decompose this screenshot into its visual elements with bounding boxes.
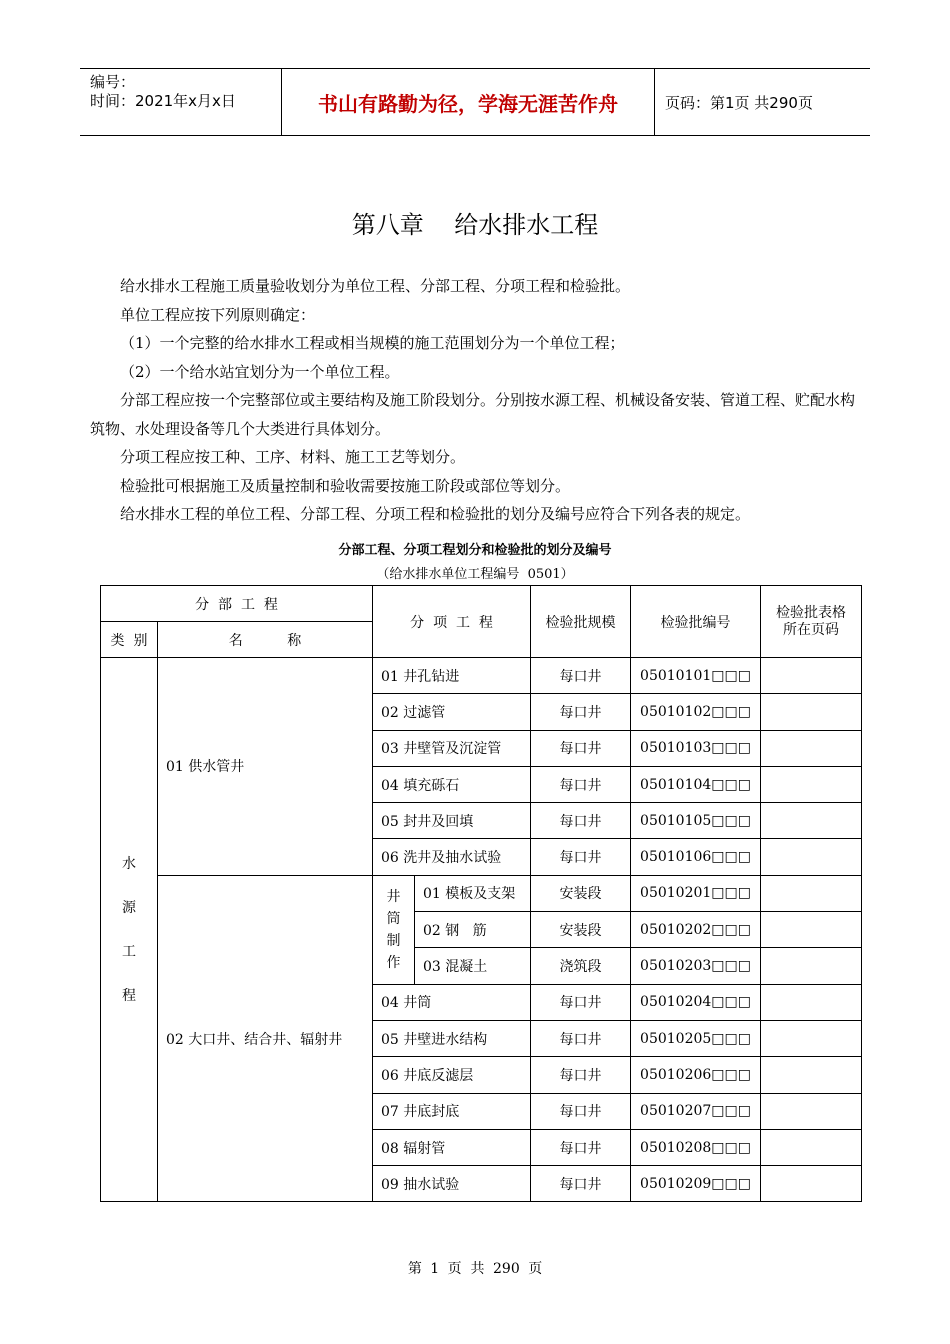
item-cell: 03 混凝土 xyxy=(415,948,531,984)
code-cell: 05010104□□□ xyxy=(631,766,761,802)
th-division: 分 部 工 程 xyxy=(101,586,373,622)
th-category: 类 别 xyxy=(101,622,158,658)
scale-cell: 浇筑段 xyxy=(531,948,631,984)
item-cell: 08 辐射管 xyxy=(373,1129,531,1165)
th-item: 分 项 工 程 xyxy=(373,586,531,658)
code-cell: 05010102□□□ xyxy=(631,694,761,730)
code-cell: 05010105□□□ xyxy=(631,803,761,839)
code-cell: 05010205□□□ xyxy=(631,1020,761,1056)
code-label: 编号： xyxy=(90,73,136,91)
scale-cell: 每口井 xyxy=(531,658,631,694)
th-page: 检验批表格所在页码 xyxy=(761,586,862,658)
th-scale: 检验批规模 xyxy=(531,586,631,658)
scale-cell: 每口井 xyxy=(531,694,631,730)
item-cell: 04 井筒 xyxy=(373,984,531,1020)
scale-cell: 每口井 xyxy=(531,984,631,1020)
page-cell xyxy=(761,1093,862,1129)
paragraph: （2）一个给水站宜划分为一个单位工程。 xyxy=(120,362,400,381)
header-motto: 书山有路勤为径，学海无涯苦作舟 xyxy=(282,69,655,135)
scale-cell: 每口井 xyxy=(531,1093,631,1129)
scale-cell: 安装段 xyxy=(531,912,631,948)
page-cell xyxy=(761,912,862,948)
item-cell: 06 洗井及抽水试验 xyxy=(373,839,531,875)
scale-cell: 每口井 xyxy=(531,1057,631,1093)
footer-suffix: 页 xyxy=(528,1261,543,1277)
table-row xyxy=(101,875,862,911)
category-char: 工 xyxy=(122,943,136,960)
item-cell: 05 封井及回填 xyxy=(373,803,531,839)
item-cell: 07 井底封底 xyxy=(373,1093,531,1129)
sub-label-char: 作 xyxy=(386,954,401,971)
code-cell: 05010202□□□ xyxy=(631,912,761,948)
page-cell xyxy=(761,839,862,875)
category-char: 程 xyxy=(122,987,136,1004)
footer-prefix: 第 xyxy=(407,1261,422,1277)
chapter-title: 第八章 给水排水工程 xyxy=(351,211,599,239)
division-table xyxy=(100,585,862,1202)
item-cell: 01 模板及支架 xyxy=(415,875,531,911)
page-cell xyxy=(761,1129,862,1165)
page-cell xyxy=(761,766,862,802)
page-cell xyxy=(761,694,862,730)
item-cell: 01 井孔钻进 xyxy=(373,658,531,694)
paragraph: 分项工程应按工种、工序、材料、施工工艺等划分。 xyxy=(120,448,466,466)
scale-cell: 每口井 xyxy=(531,803,631,839)
scale-cell: 每口井 xyxy=(531,1166,631,1202)
code-cell: 05010203□□□ xyxy=(631,948,761,984)
body-text xyxy=(90,272,860,529)
table-header-row xyxy=(101,586,862,622)
code-cell: 05010207□□□ xyxy=(631,1093,761,1129)
sub-label-char: 井 xyxy=(386,888,401,905)
item-cell: 04 填充砾石 xyxy=(373,766,531,802)
th-code: 检验批编号 xyxy=(631,586,761,658)
group-name: 02 大口井、结合井、辐射井 xyxy=(158,875,373,1202)
item-cell: 03 井壁管及沉淀管 xyxy=(373,730,531,766)
item-cell: 06 井底反滤层 xyxy=(373,1057,531,1093)
paragraph: （1）一个完整的给水排水工程或相当规模的施工范围划分为一个单位工程； xyxy=(120,334,625,352)
page-cell xyxy=(761,875,862,911)
page-cell xyxy=(761,658,862,694)
page-cell xyxy=(761,1020,862,1056)
code-cell: 05010101□□□ xyxy=(631,658,761,694)
paragraph: 单位工程应按下列原则确定： xyxy=(120,305,316,324)
table-row xyxy=(101,658,862,694)
item-cell: 05 井壁进水结构 xyxy=(373,1020,531,1056)
group-name: 01 供水管井 xyxy=(158,658,373,876)
paragraph: 分部工程应按一个完整部位或主要结构及施工阶段划分。分别按水源工程、机械设备安装、管道工程、贮配水构筑物、水处理设备等几个大类进行具体划分。 xyxy=(90,391,856,438)
paragraph: 给水排水工程施工质量验收划分为单位工程、分部工程、分项工程和检验批。 xyxy=(120,277,631,295)
header-page-label: 页码：第1页 共290页 xyxy=(665,93,813,112)
code-cell: 05010201□□□ xyxy=(631,875,761,911)
scale-cell: 每口井 xyxy=(531,730,631,766)
code-cell: 05010103□□□ xyxy=(631,730,761,766)
table-subcaption: （给水排水单位工程编号 0501） xyxy=(376,567,574,582)
footer-page: 1 xyxy=(430,1261,440,1277)
table-caption: 分部工程、分项工程划分和检验批的划分及编号 xyxy=(338,543,612,558)
page-cell xyxy=(761,948,862,984)
footer-total: 290 xyxy=(493,1261,520,1277)
page-header xyxy=(80,68,870,136)
th-name: 名 称 xyxy=(158,622,373,658)
page-cell xyxy=(761,730,862,766)
page-cell xyxy=(761,1166,862,1202)
item-cell: 09 抽水试验 xyxy=(373,1166,531,1202)
sub-label-cell xyxy=(373,875,415,984)
item-cell: 02 钢 筋 xyxy=(415,912,531,948)
scale-cell: 每口井 xyxy=(531,766,631,802)
scale-cell: 每口井 xyxy=(531,1129,631,1165)
code-cell: 05010206□□□ xyxy=(631,1057,761,1093)
category-char: 源 xyxy=(122,899,136,916)
category-char: 水 xyxy=(122,855,136,872)
item-cell: 02 过滤管 xyxy=(373,694,531,730)
footer-mid: 页 共 xyxy=(447,1261,485,1277)
page-cell xyxy=(761,803,862,839)
page-cell xyxy=(761,984,862,1020)
code-cell: 05010209□□□ xyxy=(631,1166,761,1202)
code-cell: 05010204□□□ xyxy=(631,984,761,1020)
page-cell xyxy=(761,1057,862,1093)
scale-cell: 每口井 xyxy=(531,1020,631,1056)
scale-cell: 安装段 xyxy=(531,875,631,911)
code-cell: 05010106□□□ xyxy=(631,839,761,875)
code-cell: 05010208□□□ xyxy=(631,1129,761,1165)
sub-label-char: 制 xyxy=(386,932,401,949)
header-meta xyxy=(80,69,282,135)
paragraph: 给水排水工程的单位工程、分部工程、分项工程和检验批的划分及编号应符合下列各表的规定。 xyxy=(120,505,751,523)
page-footer xyxy=(0,1258,950,1278)
category-cell xyxy=(101,658,158,1202)
sub-label-char: 筒 xyxy=(386,910,401,927)
paragraph: 检验批可根据施工及质量控制和验收需要按施工阶段或部位等划分。 xyxy=(120,476,571,495)
time-label: 时间：2021年x月x日 xyxy=(90,92,236,110)
scale-cell: 每口井 xyxy=(531,839,631,875)
